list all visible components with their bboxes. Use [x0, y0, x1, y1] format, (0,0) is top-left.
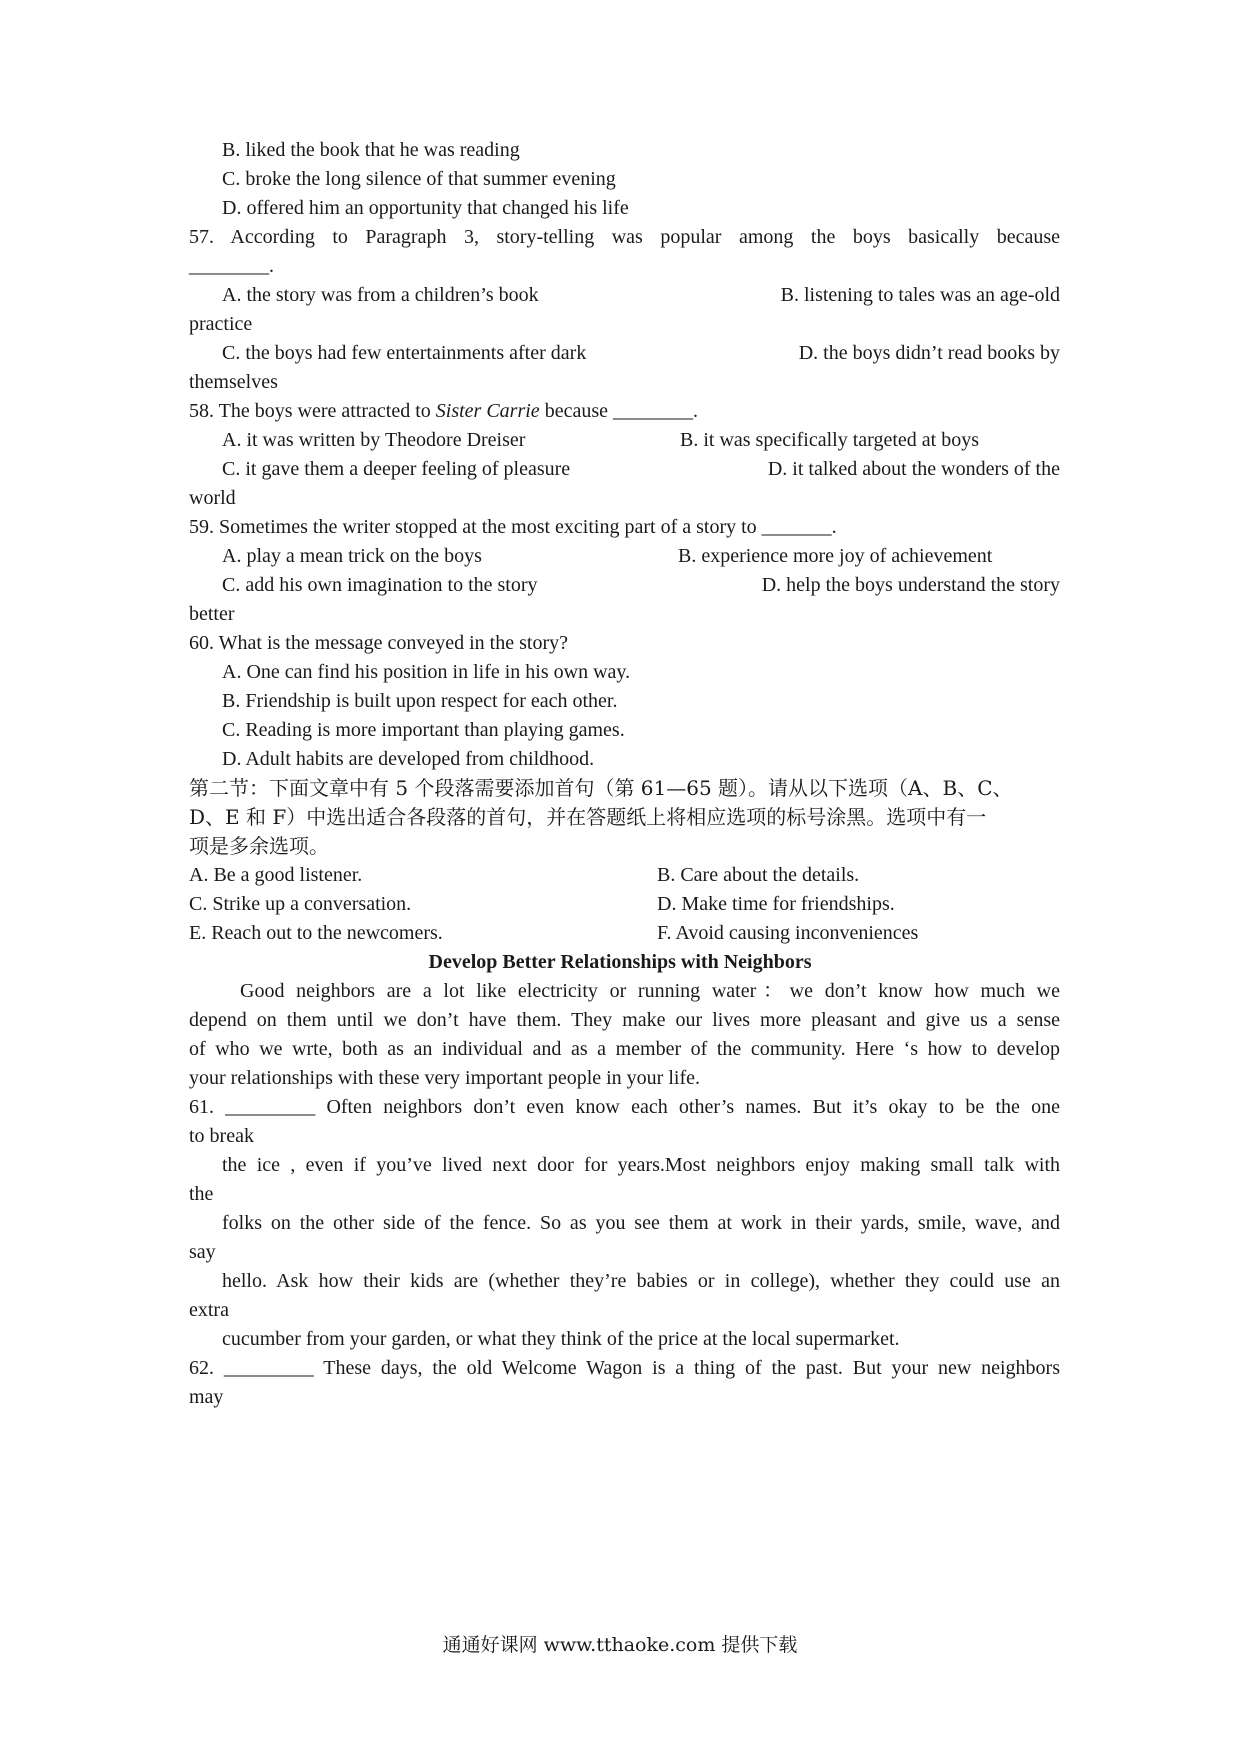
passage-intro-line2: depend on them until we don’t have them. They make our lives more pleasant and give us a sense [189, 1009, 1060, 1031]
p61-line4-wrap: extra [189, 1299, 229, 1321]
p61-line1: 61. _________ Often neighbors don’t even know each other’s names. But it’s okay to be the one [189, 1096, 1060, 1118]
p61-line2-wrap: the [189, 1183, 214, 1205]
page-footer: 通通好课网 www.tthaoke.com 提供下载 [442, 1634, 798, 1656]
p61-line3-wrap: say [189, 1241, 216, 1263]
q59-option-d: D. help the boys understand the story [761, 574, 1060, 596]
q57-option-b-wrap: practice [189, 313, 253, 335]
q60-option-b: B. Friendship is built upon respect for each other. [222, 690, 618, 712]
p61-line4: hello. Ask how their kids are (whether they’re babies or in college), whether they could use an [222, 1270, 1060, 1292]
choice-b: B. Care about the details. [657, 864, 860, 886]
passage-title: Develop Better Relationships with Neighbors [428, 951, 812, 973]
passage-intro-line4: your relationships with these very important people in your life. [189, 1067, 700, 1089]
choice-d: D. Make time for friendships. [657, 893, 895, 915]
q59-option-a: A. play a mean trick on the boys [222, 545, 482, 567]
section2-instruction-line3: 项是多余选项。 [189, 834, 329, 858]
choice-f: F. Avoid causing inconveniences [657, 922, 919, 944]
q57-option-a: A. the story was from a children’s book [222, 284, 539, 306]
q58-option-c: C. it gave them a deeper feeling of pleasure [222, 458, 571, 480]
q60-option-a: A. One can find his position in life in his own way. [222, 661, 631, 683]
p61-line1-wrap: to break [189, 1125, 254, 1147]
q58-option-a: A. it was written by Theodore Dreiser [222, 429, 526, 451]
q58-option-b: B. it was specifically targeted at boys [680, 429, 979, 451]
section2-instruction-line1: 第二节：下面文章中有 5 个段落需要添加首句（第 61—65 题）。请从以下选项（A、B、C、 [189, 776, 1013, 800]
choice-e: E. Reach out to the newcomers. [189, 922, 443, 944]
section2-instruction-line2: D、E 和 F）中选出适合各段落的首句，并在答题纸上将相应选项的标号涂黑。选项中有一 [189, 805, 987, 829]
passage-intro-line3: of who we wrte, both as an individual and as a member of the community. Here ‘s how to develop [189, 1038, 1060, 1060]
q60-stem: 60. What is the message conveyed in the story? [189, 632, 568, 654]
q58-stem-title: Sister Carrie [435, 400, 540, 422]
q56-option-d: D. offered him an opportunity that changed his life [222, 197, 629, 219]
q59-option-d-wrap: better [189, 603, 235, 625]
q58-stem-post: because ________. [539, 400, 698, 422]
q57-blank: ________. [189, 255, 274, 277]
choice-c: C. Strike up a conversation. [189, 893, 412, 915]
q57-stem: 57. According to Paragraph 3, story-telling was popular among the boys basically because [189, 226, 1060, 248]
passage-intro-line1: Good neighbors are a lot like electricity or running water：we don’t know how much we [240, 980, 1060, 1002]
q58-stem [189, 397, 698, 425]
q57-option-b: B. listening to tales was an age-old [780, 284, 1060, 306]
q57-option-c: C. the boys had few entertainments after dark [222, 342, 587, 364]
q58-stem-pre: 58. The boys were attracted to [189, 400, 436, 422]
p61-line2: the ice , even if you’ve lived next door for years.Most neighbors enjoy making small talk with [222, 1154, 1060, 1176]
p62-line1: 62. _________ These days, the old Welcome Wagon is a thing of the past. But your new neighbors [189, 1357, 1060, 1379]
q60-option-c: C. Reading is more important than playing games. [222, 719, 625, 741]
q58-option-d: D. it talked about the wonders of the [767, 458, 1060, 480]
q56-option-c: C. broke the long silence of that summer evening [222, 168, 616, 190]
q60-option-d: D. Adult habits are developed from childhood. [222, 748, 595, 770]
choice-a: A. Be a good listener. [189, 864, 363, 886]
q59-option-c: C. add his own imagination to the story [222, 574, 538, 596]
q57-option-d: D. the boys didn’t read books by [798, 342, 1060, 364]
q57-option-d-wrap: themselves [189, 371, 278, 393]
q56-option-b: B. liked the book that he was reading [222, 139, 520, 161]
p62-line1-wrap: may [189, 1386, 224, 1408]
q58-option-d-wrap: world [189, 487, 236, 509]
p61-line5: cucumber from your garden, or what they think of the price at the local supermarket. [222, 1328, 900, 1350]
q59-option-b: B. experience more joy of achievement [678, 545, 993, 567]
q59-stem: 59. Sometimes the writer stopped at the most exciting part of a story to _______. [189, 516, 837, 538]
p61-line3: folks on the other side of the fence. So as you see them at work in their yards, smile, wave, and [222, 1212, 1060, 1234]
